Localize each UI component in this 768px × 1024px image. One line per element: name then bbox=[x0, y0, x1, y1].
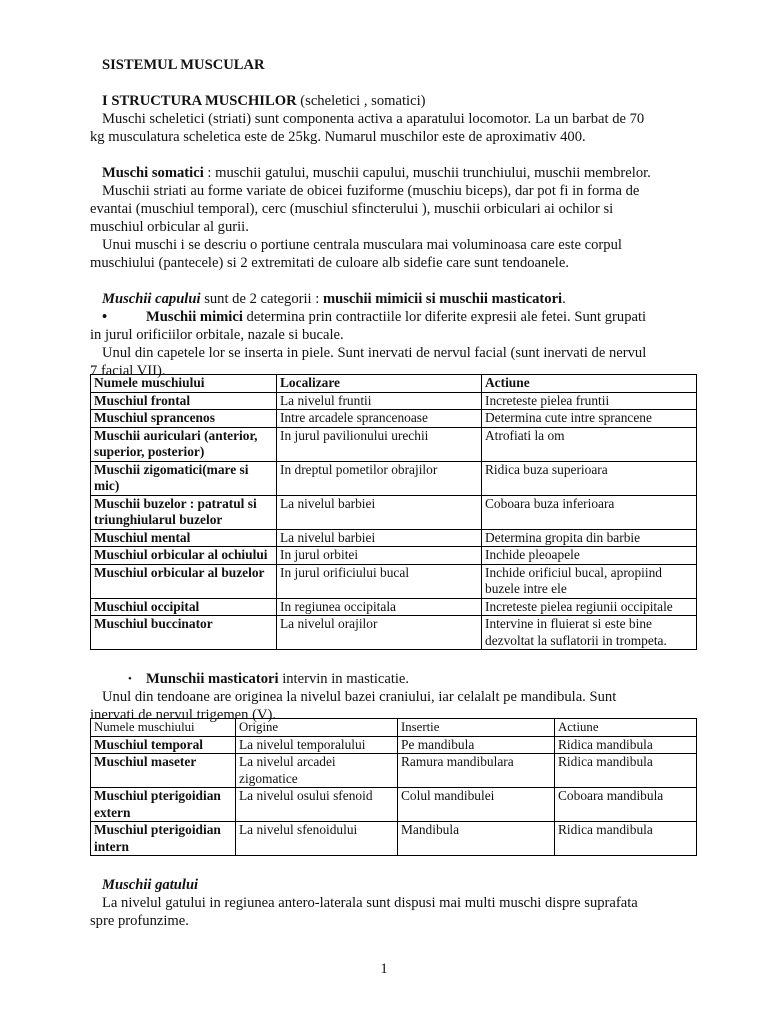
action-cell: Inchide pleoapele bbox=[482, 547, 697, 565]
somatic-line-6: muschiului (pantecele) si 2 extremitati de culoare alb sidefie care sunt tendoanele. bbox=[90, 255, 569, 271]
insertion-cell: Colul mandibulei bbox=[398, 788, 555, 822]
table-row bbox=[91, 754, 697, 788]
neck-muscles-heading bbox=[90, 876, 696, 894]
muscle-name-cell: Muschii auriculari (anterior, superior, posterior) bbox=[91, 427, 277, 461]
mimici-line-1-text: determina prin contractiile lor diferite expresii ale fetei. Sunt grupati bbox=[242, 309, 647, 325]
document-page bbox=[90, 56, 696, 930]
muscle-name-cell: Muschiul buccinator bbox=[91, 616, 277, 650]
section-heading bbox=[90, 92, 696, 110]
mimici-label: Muschii mimici bbox=[146, 309, 243, 325]
somatic-line-4: muschiul orbicular al gurii. bbox=[90, 219, 249, 235]
table-row bbox=[91, 461, 697, 495]
location-cell: Intre arcadele sprancenoase bbox=[277, 410, 482, 428]
page-number: 1 bbox=[380, 961, 388, 977]
location-cell: La nivelul barbiei bbox=[277, 495, 482, 529]
mimici-line-3: Unul din capetele lor se inserta in piele. Sunt inervati de nervul facial (sunt inervati de nervul bbox=[102, 345, 647, 361]
location-cell: In jurul pavilionului urechii bbox=[277, 427, 482, 461]
head-muscles-label: Muschii capului bbox=[102, 291, 201, 307]
muscle-name-cell: Muschiul occipital bbox=[91, 598, 277, 616]
table-row bbox=[91, 736, 697, 754]
bullet-icon: • bbox=[128, 673, 132, 685]
column-header: Actiune bbox=[482, 375, 697, 393]
muscle-name-cell: Muschiul mental bbox=[91, 529, 277, 547]
head-muscles-end: . bbox=[562, 291, 566, 307]
intro-line-1: Muschi scheletici (striati) sunt componenta activa a aparatului locomotor. La un barbat de 70 bbox=[102, 111, 645, 127]
mimici-line-2: in jurul orificiilor orbitale, nazale si bucale. bbox=[90, 327, 344, 343]
action-cell: Determina gropita din barbie bbox=[482, 529, 697, 547]
location-cell: In jurul orificiului bucal bbox=[277, 564, 482, 598]
table-row bbox=[91, 529, 697, 547]
masticatori-line-2: Unul din tendoane are originea la nivelul bazei craniului, iar celalalt pe mandibula. Sunt bbox=[102, 689, 617, 705]
mimici-table bbox=[90, 374, 697, 650]
location-cell: La nivelul barbiei bbox=[277, 529, 482, 547]
masticatori-label: Munschii masticatori bbox=[146, 671, 279, 687]
origin-cell: La nivelul sfenoidului bbox=[236, 822, 398, 856]
action-cell: Ridica mandibula bbox=[555, 736, 697, 754]
muscle-name-cell: Muschiul maseter bbox=[91, 754, 236, 788]
action-cell: Intervine in fluierat si este bine dezvoltat la suflatorii in trompeta. bbox=[482, 616, 697, 650]
section-heading-bold: I STRUCTURA MUSCHILOR bbox=[102, 93, 297, 109]
column-header: Actiune bbox=[555, 719, 697, 737]
table-row bbox=[91, 495, 697, 529]
insertion-cell: Mandibula bbox=[398, 822, 555, 856]
origin-cell: La nivelul arcadei zigomatice bbox=[236, 754, 398, 788]
head-muscles-mid: sunt de 2 categorii : bbox=[200, 291, 323, 307]
muscle-name-cell: Muschiul pterigoidian extern bbox=[91, 788, 236, 822]
insertion-cell: Ramura mandibulara bbox=[398, 754, 555, 788]
head-muscles-categories: muschii mimicii si muschii masticatori bbox=[322, 291, 563, 307]
table-row bbox=[91, 598, 697, 616]
table-header-row bbox=[91, 719, 697, 737]
somatic-line-5: Unui muschi i se descriu o portiune centrala musculara mai voluminoasa care este corpul bbox=[102, 237, 622, 253]
masticatori-line-3: inervati de nervul trigemen (V). bbox=[90, 707, 276, 723]
somatic-line-2: Muschii striati au forme variate de obicei fuziforme (muschiu biceps), dar pot fi in forma de bbox=[102, 183, 640, 199]
action-cell: Determina cute intre sprancene bbox=[482, 410, 697, 428]
head-muscles-line bbox=[90, 290, 696, 308]
muscle-name-cell: Muschiul pterigoidian intern bbox=[91, 822, 236, 856]
location-cell: La nivelul orajilor bbox=[277, 616, 482, 650]
action-cell: Atrofiati la om bbox=[482, 427, 697, 461]
neck-muscles-label: Muschii gatului bbox=[102, 877, 199, 893]
muscle-name-cell: Muschiul orbicular al ochiului bbox=[91, 547, 277, 565]
action-cell: Coboara buza inferioara bbox=[482, 495, 697, 529]
column-header: Localizare bbox=[277, 375, 482, 393]
table-row bbox=[91, 788, 697, 822]
insertion-cell: Pe mandibula bbox=[398, 736, 555, 754]
table-row bbox=[91, 547, 697, 565]
column-header: Numele muschiului bbox=[91, 375, 277, 393]
action-cell: Increteste pielea fruntii bbox=[482, 392, 697, 410]
table-header-row bbox=[91, 375, 697, 393]
muscle-name-cell: Muschii zigomatici(mare si mic) bbox=[91, 461, 277, 495]
neck-line-1: La nivelul gatului in regiunea antero-laterala sunt dispusi mai multi muschi dispre suprafata bbox=[102, 895, 638, 911]
action-cell: Ridica buza superioara bbox=[482, 461, 697, 495]
muscle-name-cell: Muschiul temporal bbox=[91, 736, 236, 754]
masticatori-table bbox=[90, 718, 697, 856]
table-row bbox=[91, 392, 697, 410]
table-row bbox=[91, 410, 697, 428]
muscle-name-cell: Muschiul sprancenos bbox=[91, 410, 277, 428]
origin-cell: La nivelul osului sfenoid bbox=[236, 788, 398, 822]
neck-line-2: spre profunzime. bbox=[90, 913, 189, 929]
muscle-name-cell: Muschiul frontal bbox=[91, 392, 277, 410]
masticatori-line-1-text: intervin in masticatie. bbox=[278, 671, 410, 687]
somatic-line-3: evantai (muschiul temporal), cerc (muschiul sfincterului ), muschii orbiculari ai ochilor si bbox=[90, 201, 614, 217]
intro-line-2: kg musculatura scheletica este de 25kg. Numarul muschilor este de aproximativ 400. bbox=[90, 129, 586, 145]
somatic-line-1-text: : muschii gatului, muschii capului, muschii trunchiului, muschii membrelor. bbox=[203, 165, 651, 181]
table-row bbox=[91, 822, 697, 856]
action-cell: Coboara mandibula bbox=[555, 788, 697, 822]
column-header: Insertie bbox=[398, 719, 555, 737]
somatic-label: Muschi somatici bbox=[102, 165, 204, 181]
location-cell: La nivelul fruntii bbox=[277, 392, 482, 410]
document-title: SISTEMUL MUSCULAR bbox=[102, 57, 265, 73]
location-cell: In regiunea occipitala bbox=[277, 598, 482, 616]
bullet-icon: • bbox=[102, 309, 108, 325]
mimici-line-1 bbox=[90, 308, 696, 326]
location-cell: In dreptul pometilor obrajilor bbox=[277, 461, 482, 495]
table-row bbox=[91, 564, 697, 598]
location-cell: In jurul orbitei bbox=[277, 547, 482, 565]
action-cell: Inchide orificiul bucal, apropiind buzele intre ele bbox=[482, 564, 697, 598]
column-header: Origine bbox=[236, 719, 398, 737]
muscle-name-cell: Muschiul orbicular al buzelor bbox=[91, 564, 277, 598]
action-cell: Ridica mandibula bbox=[555, 822, 697, 856]
table-row bbox=[91, 427, 697, 461]
table-row bbox=[91, 616, 697, 650]
action-cell: Increteste pielea regiunii occipitale bbox=[482, 598, 697, 616]
somatic-line-1 bbox=[90, 164, 696, 182]
origin-cell: La nivelul temporalului bbox=[236, 736, 398, 754]
action-cell: Ridica mandibula bbox=[555, 754, 697, 788]
column-header: Numele muschiului bbox=[91, 719, 236, 737]
section-heading-suffix: (scheletici , somatici) bbox=[296, 93, 426, 109]
masticatori-line-1 bbox=[90, 670, 696, 688]
mimici-line-4: 7 facial VII). bbox=[90, 363, 166, 379]
muscle-name-cell: Muschii buzelor : patratul si triunghiularul buzelor bbox=[91, 495, 277, 529]
